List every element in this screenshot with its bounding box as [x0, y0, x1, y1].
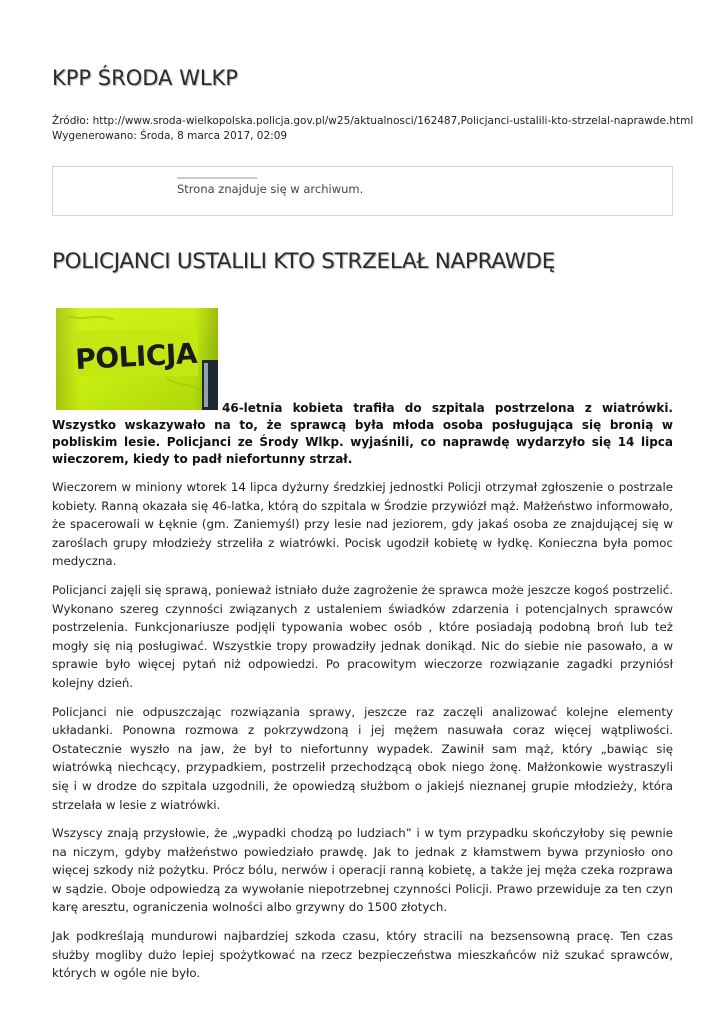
archive-notice	[52, 166, 673, 216]
article-paragraph: Policjanci zajęli się sprawą, ponieważ istniało duże zagrożenie że sprawca może jeszcze kogoś postrzelić. Wykonano szereg czynności związanych z ustaleniem świadków zdarzenia i potencjalnych sprawców postrzelenia. Funkcjonariusze podjęli typowania wobec osób , które posiadają podobną broń lub też mogły się nią posługiwać. Wszystkie tropy prowadziły jednak donikąd. Nic do siebie nie pasowało, a w sprawie było więcej pytań niż odpowiedzi. Po pracowitym wieczorze rozwiązanie zagadki przyniósł kolejny dzień.	[52, 582, 673, 690]
article-paragraph: Wszyscy znają przysłowie, że „wypadki chodzą po ludziach” i w tym przypadku skończyłoby się pewnie na niczym, gdyby małżeństwo powiedziało prawdę. Jak to jednak z kłamstwem bywa przyniosło ono więcej szkody niż pożytku. Prócz bólu, nerwów i operacji ranną kobietę, a także jej męża czeka rozprawa w sądzie. Oboje odpowiedzą za wywołanie niepotrzebnej czynności Policji. Prawo przewiduje za ten czyn karę aresztu, ograniczenia wolności albo grzywny do 1500 złotych.	[52, 826, 673, 915]
article-lead-text: 46-letnia kobieta trafiła do szpitala postrzelona z wiatrówki. Wszystko wskazywało na to, że sprawcą była młoda osoba posługująca się bronią w pobliskim lesie. Policjanci ze Środy Wlkp. wyjaśnili, co naprawdę wydarzyło się 14 lipca wieczorem, kiedy to padł niefortunny strzał.	[52, 401, 673, 466]
source-line: Źródło: http://www.sroda-wielkopolska.policja.gov.pl/w25/aktualnosci/162487,Policjanci-ustalili-kto-strzelal-naprawde.html	[52, 115, 694, 127]
document-meta	[52, 114, 693, 144]
article-lead	[52, 400, 673, 468]
archive-notice-text: Strona znajduje się w archiwum.	[177, 182, 364, 196]
site-title: KPP ŚRODA WLKP	[52, 66, 238, 90]
article-paragraph: Policjanci nie odpuszczając rozwiązania sprawy, jeszcze raz zaczęli analizować kolejne elementy układanki. Ponowna rozmowa z pokrzywdzoną i jej mężem nasuwała coraz więcej wątpliwości. Ostatecznie wyszło na jaw, że był to niefortunny wypadek. Zawinił sam mąż, który „bawiąc się wiatrówką niechcący, przypadkiem, postrzelił przechodzącą obok niego żonę. Małżonkowie wystraszyli się i w drodze do szpitala uzgodnili, że opowiedzą służbom o jakiejś nieznanej grupie młodzieży, która strzelała w lesie z wiatrówki.	[52, 704, 673, 812]
police-vest-photo	[56, 308, 218, 410]
archive-notice-divider	[177, 177, 257, 179]
article-body	[52, 478, 673, 993]
generated-line: Wygenerowano: Środa, 8 marca 2017, 02:09	[52, 130, 288, 142]
vest-label-text: POLICJA	[74, 336, 198, 377]
article-paragraph: Jak podkreślają mundurowi najbardziej szkoda czasu, który stracili na bezsensowną pracę. Ten czas służby mogliby dużo lepiej spożytkować na rzecz bezpieczeństwa mieszkańców niż szukać sprawców, których w ogóle nie było.	[52, 929, 673, 981]
article-title: POLICJANCI USTALILI KTO STRZELAŁ NAPRAWDĘ	[52, 249, 556, 274]
article-paragraph: Wieczorem w miniony wtorek 14 lipca dyżurny średzkiej jednostki Policji otrzymał zgłoszenie o postrzale kobiety. Ranną okazała się 46-latka, którą do szpitala w Środzie przywiózł mąż. Małżeństwo informowało, że spacerowali w Łęknie (gm. Zaniemyśl) przy lesie nad jeziorem, gdy jakaś osoba ze znajdującej się w zaroślach grupy młodzieży strzeliła z wiatrówki. Pocisk ugodził kobietę w łydkę. Konieczna była pomoc medyczna.	[52, 480, 673, 569]
